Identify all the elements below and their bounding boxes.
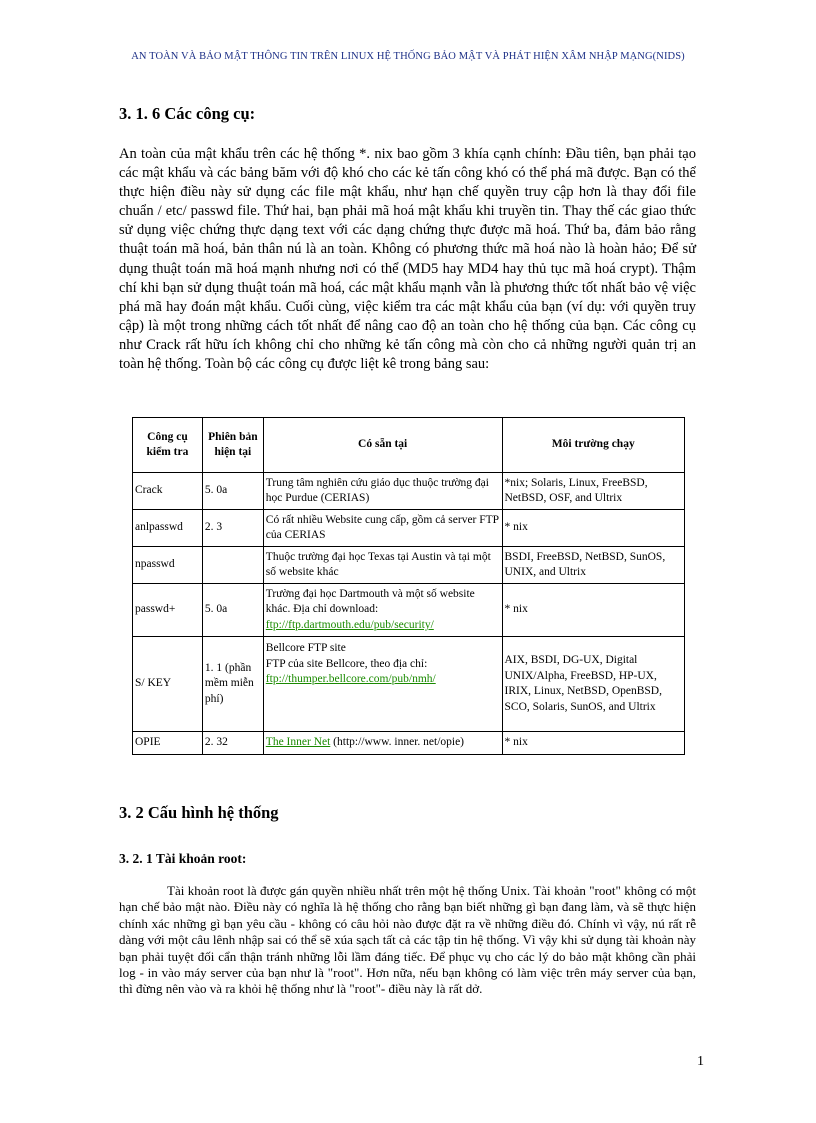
section-heading-3-2: 3. 2 Cấu hình hệ thống (119, 803, 279, 822)
table-row (133, 584, 685, 637)
root-account-paragraph: Tài khoản root là được gán quyền nhiều nhất trên một hệ thống Unix. Tài khoản "root" không có một hạn chế bảo mật nào. Điều này có nghĩa là hệ thống cho rằng bạn biết những gì bạn đang làm, và sẽ thực hiện chính xác những gì bạn yêu cầu - không có câu hỏi nào được đặt ra về những điều đó. Chính vì vậy, nú rất rễ dàng với một câu lênh nhập sai có thể sẽ xúa sạch tất cả các tập tin hệ thống. Vì vậy khi sử dụng tài khoản này bạn phải tuyệt đối cẩn thận tránh những lỗi lầm đáng tiếc. Để phục vụ cho các lý do bảo mật không cần phải log - in vào máy server của bạn như là "root". Hơn nữa, nếu bạn không có làm việc trên máy server của bạn, thì đừng nên vào và ra khỏi hệ thống như là "root"- điều này là rất dở. (119, 883, 696, 997)
cell-environment: *nix; Solaris, Linux, FreeBSD, NetBSD, OSF, and Ultrix (502, 473, 685, 510)
table-row (133, 732, 685, 755)
cell-version: 2. 32 (202, 732, 263, 755)
availability-text: Thuộc trường đại học Texas tại Austin và tại một số website khác (265, 550, 491, 578)
password-tools-table (132, 417, 685, 755)
table-row (133, 637, 685, 732)
cell-environment: AIX, BSDI, DG-UX, Digital UNIX/Alpha, FreeBSD, HP-UX, IRIX, Linux, NetBSD, OpenBSD, SCO, Solaris, SunOS, and Ultrix (502, 637, 685, 732)
section-heading-3-1-6: 3. 1. 6 Các công cụ: (119, 104, 256, 123)
availability-text: Bellcore FTP site FTP của site Bellcore, theo địa chỉ: (265, 642, 428, 670)
cell-tool: passwd+ (133, 584, 203, 637)
cell-environment: BSDI, FreeBSD, NetBSD, SunOS, UNIX, and Ultrix (502, 547, 685, 584)
table-row (133, 547, 685, 584)
availability-text: Có rất nhiều Website cung cấp, gồm cả server FTP của CERIAS (265, 513, 499, 541)
cell-tool: npasswd (133, 547, 203, 584)
section-heading-3-2-1: 3. 2. 1 Tài khoản root: (119, 851, 247, 866)
cell-availability (263, 732, 502, 755)
table-row (133, 473, 685, 510)
page-number: 1 (697, 1054, 704, 1069)
cell-version: 5. 0a (202, 473, 263, 510)
col-header-tool: Công cụ kiểm tra (133, 418, 203, 473)
inner-net-link[interactable]: The Inner Net (265, 736, 331, 749)
cell-environment: * nix (502, 584, 685, 637)
col-header-version: Phiên bản hiện tại (202, 418, 263, 473)
bellcore-ftp-link[interactable]: ftp://thumper.bellcore.com/pub/nmh/ (265, 673, 436, 685)
table-row (133, 510, 685, 547)
cell-availability (263, 637, 502, 732)
cell-tool: Crack (133, 473, 203, 510)
cell-tool: OPIE (133, 732, 203, 755)
cell-availability (263, 510, 502, 547)
cell-environment: * nix (502, 732, 685, 755)
cell-tool: anlpasswd (133, 510, 203, 547)
cell-environment: * nix (502, 510, 685, 547)
availability-text: Trung tâm nghiên cứu giáo dục thuộc trường đại học Purdue (CERIAS) (265, 476, 489, 504)
cell-version: 1. 1 (phần mềm miễn phí) (202, 637, 263, 732)
dartmouth-ftp-link[interactable]: ftp://ftp.dartmouth.edu/pub/security/ (265, 618, 434, 631)
cell-tool: S/ KEY (133, 637, 203, 732)
intro-paragraph: An toàn của mật khẩu trên các hệ thống *. nix bao gồm 3 khía cạnh chính: Đầu tiên, bạn phải tạo các mật khẩu và các bảng băm với độ khó cho các kẻ tấn công khó có thể phá mã được. Bạn có thể thực hiện điều này sử dụng các file mật khẩu, như hạn chế quyền truy cập hơn là thay đổi file chuẩn / etc/ passwd file. Thứ hai, bạn phải mã hoá mật khẩu khi truyền tin. Thay thế các giao thức sử dụng việc chứng thực dạng text với các dạng chứng thực được mã hoá. Thứ ba, đảm bảo rằng thuật toán mã hoá, bản thân nú là an toàn. Không có phương thức mã hoá nào là hoàn hảo; Để sử dụng thuật toán mã hoá mạnh nhưng nơi có thể (MD5 hay MD4 hay thủ tục mã hoá crypt). Thậm chí khi bạn sử dụng thuật toán mã hoá, các mật khẩu mạnh vẫn là phương thức tốt nhất bảo vệ việc phá mã hay đoán mật khẩu. Cuối cùng, việc kiểm tra các mật khẩu của bạn (ví dụ: với quyền truy cập) là một trong những cách tốt nhất để nâng cao độ an toàn cho hệ thống của bạn. Các công cụ như Crack rất hữu ích không chỉ cho những kẻ tấn công mà còn cho cả những người quản trị an toàn hệ thống. Toàn bộ các công cụ được liệt kê trong bảng sau: (119, 146, 696, 373)
cell-availability (263, 584, 502, 637)
col-header-availability: Có sẵn tại (263, 418, 502, 473)
cell-version: 2. 3 (202, 510, 263, 547)
availability-text: Trường đại học Dartmouth và một số website khác. Địa chỉ download: (265, 587, 475, 616)
col-header-environment: Môi trường chạy (502, 418, 685, 473)
cell-version (202, 547, 263, 584)
cell-availability (263, 547, 502, 584)
running-header: AN TOÀN VÀ BẢO MẬT THÔNG TIN TRÊN LINUX HỆ THỐNG BẢO MẬT VÀ PHÁT HIỆN XÂM NHẬP MẠNG(NIDS) (131, 51, 685, 62)
cell-version: 5. 0a (202, 584, 263, 637)
cell-availability (263, 473, 502, 510)
availability-url-text: (http://www. inner. net/opie) (330, 736, 465, 749)
table-header-row (133, 418, 685, 473)
